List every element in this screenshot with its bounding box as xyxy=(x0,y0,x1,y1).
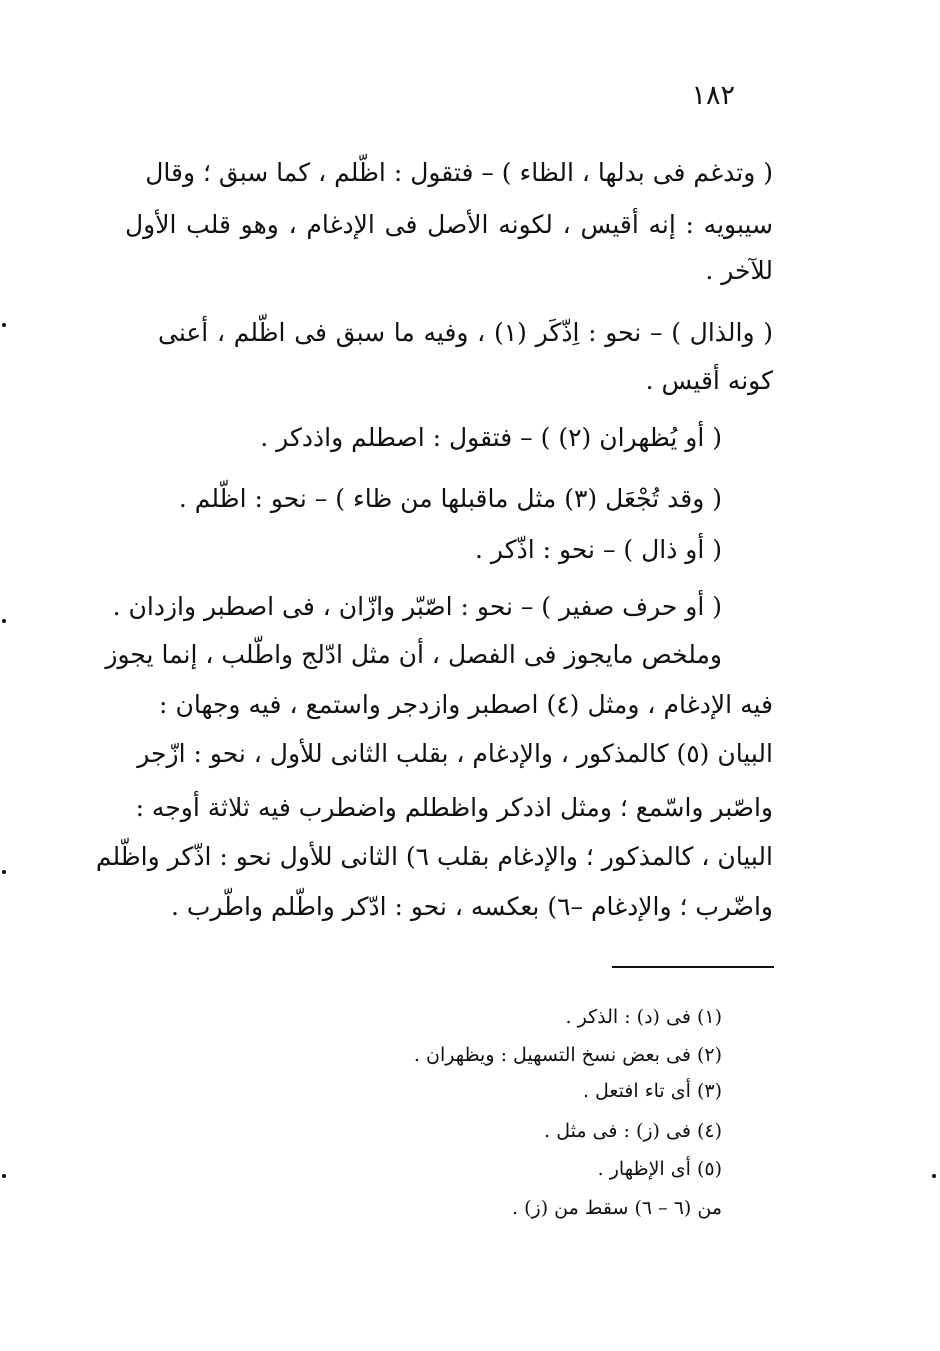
scan-mark xyxy=(932,1174,936,1178)
footnote: من (٦ – ٦) سقط من (ز) . xyxy=(512,1197,722,1219)
footnote: (٥) أى الإظهار . xyxy=(597,1158,722,1180)
body-line: للآخر . xyxy=(705,256,773,285)
body-line: فيه الإدغام ، ومثل (٤) اصطبر وازدجر واستمع ، فيه وجهان : xyxy=(159,690,773,719)
body-line: سيبويه : إنه أقيس ، لكونه الأصل فى الإدغام ، وهو قلب الأول xyxy=(125,210,773,239)
body-line: واضّرب ؛ والإدغام –٦) بعكسه ، نحو : ادّكر واطّلم واطّرب . xyxy=(170,892,773,921)
footnote: (٤) فى (ز) : فى مثل . xyxy=(544,1120,722,1142)
body-line: ( والذال ) – نحو : اِذّكَر (١) ، وفيه ما سبق فى اظّلم ، أعنى xyxy=(158,318,773,347)
scan-mark xyxy=(2,323,6,327)
scan-mark xyxy=(2,1174,6,1178)
footnote-separator xyxy=(612,966,774,968)
footnote: (٣) أى تاء افتعل . xyxy=(582,1080,722,1102)
footnote: (٢) فى بعض نسخ التسهيل : ويظهران . xyxy=(413,1044,722,1066)
body-line: البيان (٥) كالمذكور ، والإدغام ، بقلب الثانى للأول ، نحو : ازّجر xyxy=(137,739,773,768)
body-line: ( وتدغم فى بدلها ، الظاء ) – فتقول : اظّلم ، كما سبق ؛ وقال xyxy=(145,158,773,187)
scan-mark xyxy=(2,619,6,623)
body-line: البيان ، كالمذكور ؛ والإدغام بقلب ٦) الثانى للأول نحو : اذّكر واظّلم xyxy=(95,842,773,871)
body-line: ( أو ذال ) – نحو : اذّكر . xyxy=(475,535,722,564)
body-line: واصّبر واسّمع ؛ ومثل اذدكر واظطلم واضطرب فيه ثلاثة أوجه : xyxy=(135,793,773,822)
scan-mark xyxy=(2,870,6,874)
body-line: ( وقد تُجْعَل (٣) مثل ماقبلها من ظاء ) – نحو : اظّلم . xyxy=(178,484,722,513)
page-number: ١٨٢ xyxy=(691,80,735,111)
body-line: وملخص مايجوز فى الفصل ، أن مثل ادّلج واطّلب ، إنما يجوز xyxy=(105,640,722,669)
body-line: كونه أقيس . xyxy=(645,366,773,395)
body-line: ( أو يُظهران (٢) ) – فتقول : اصطلم واذدكر . xyxy=(260,423,722,452)
footnote: (١) فى (د) : الذكر . xyxy=(565,1006,722,1028)
body-line: ( أو حرف صفير ) – نحو : اصّبّر وازّان ، فى اصطبر وازدان . xyxy=(112,592,722,621)
